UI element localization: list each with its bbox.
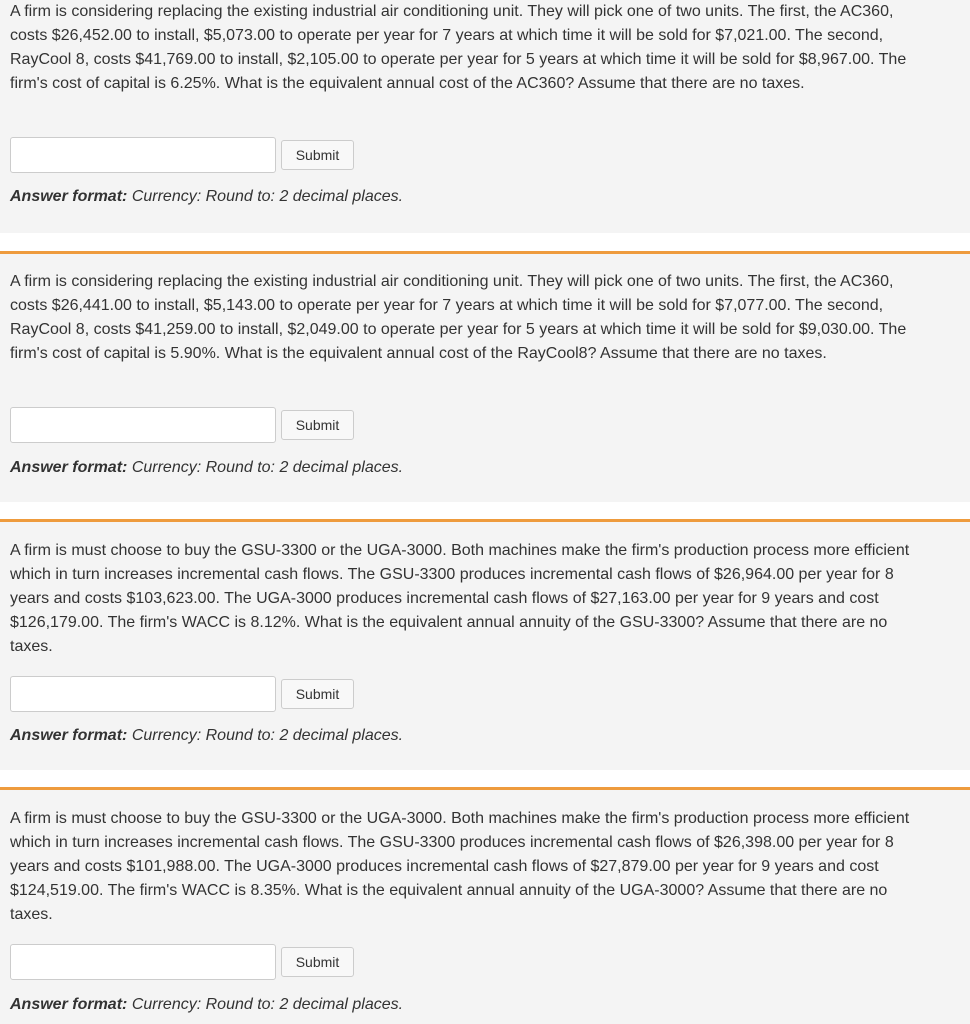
answer-format-label: Answer format:	[10, 188, 128, 205]
answer-format-value: Currency: Round to: 2 decimal places.	[131, 188, 404, 205]
answer-format-value: Currency: Round to: 2 decimal places.	[131, 727, 404, 744]
question-text: A firm is considering replacing the existing industrial air conditioning unit. They will pick one of two units. The first, the AC360, costs $26,441.00 to install, $5,143.00 to operate per year for 7 years at which time it will be sold for $7,077.00. The second, RayCool 8, costs $41,259.00 to install, $2,049.00 to operate per year for 5 years at which time it will be sold for $9,030.00. The firm's cost of capital is 5.90%. What is the equivalent annual cost of the RayCool8? Assume that there are no taxes.	[10, 273, 907, 362]
question-block	[0, 0, 970, 233]
answer-format-value: Currency: Round to: 2 decimal places.	[131, 996, 404, 1013]
answer-format-note	[10, 726, 403, 746]
question-block	[0, 787, 970, 1024]
answer-format-note	[10, 458, 403, 478]
question-text: A firm is considering replacing the existing industrial air conditioning unit. They will pick one of two units. The first, the AC360, costs $26,452.00 to install, $5,073.00 to operate per year for 7 years at which time it will be sold for $7,021.00. The second, RayCool 8, costs $41,769.00 to install, $2,105.00 to operate per year for 5 years at which time it will be sold for $8,967.00. The firm's cost of capital is 6.25%. What is the equivalent annual cost of the AC360? Assume that there are no taxes.	[10, 3, 907, 92]
answer-format-label: Answer format:	[10, 727, 128, 744]
answer-input[interactable]	[10, 676, 276, 712]
submit-button[interactable]: Submit	[281, 140, 354, 170]
question-block	[0, 251, 970, 502]
answer-input[interactable]	[10, 137, 276, 173]
answer-input[interactable]	[10, 944, 276, 980]
question-block	[0, 519, 970, 770]
answer-format-note	[10, 995, 403, 1015]
question-text: A firm is must choose to buy the GSU-3300 or the UGA-3000. Both machines make the firm's production process more efficient which in turn increases incremental cash flows. The GSU-3300 produces incremental cash flows of $26,398.00 per year for 8 years and costs $101,988.00. The UGA-3000 produces incremental cash flows of $27,879.00 per year for 9 years and cost $124,519.00. The firm's WACC is 8.35%. What is the equivalent annual annuity of the UGA-3000? Assume that there are no taxes.	[10, 810, 910, 923]
answer-format-label: Answer format:	[10, 459, 128, 476]
question-text: A firm is must choose to buy the GSU-3300 or the UGA-3000. Both machines make the firm's production process more efficient which in turn increases incremental cash flows. The GSU-3300 produces incremental cash flows of $26,964.00 per year for 8 years and costs $103,623.00. The UGA-3000 produces incremental cash flows of $27,163.00 per year for 9 years and cost $126,179.00. The firm's WACC is 8.12%. What is the equivalent annual annuity of the GSU-3300? Assume that there are no taxes.	[10, 542, 910, 655]
submit-button[interactable]: Submit	[281, 947, 354, 977]
answer-format-value: Currency: Round to: 2 decimal places.	[131, 459, 404, 476]
answer-format-label: Answer format:	[10, 996, 128, 1013]
answer-input[interactable]	[10, 407, 276, 443]
submit-button[interactable]: Submit	[281, 679, 354, 709]
answer-format-note	[10, 187, 403, 207]
submit-button[interactable]: Submit	[281, 410, 354, 440]
